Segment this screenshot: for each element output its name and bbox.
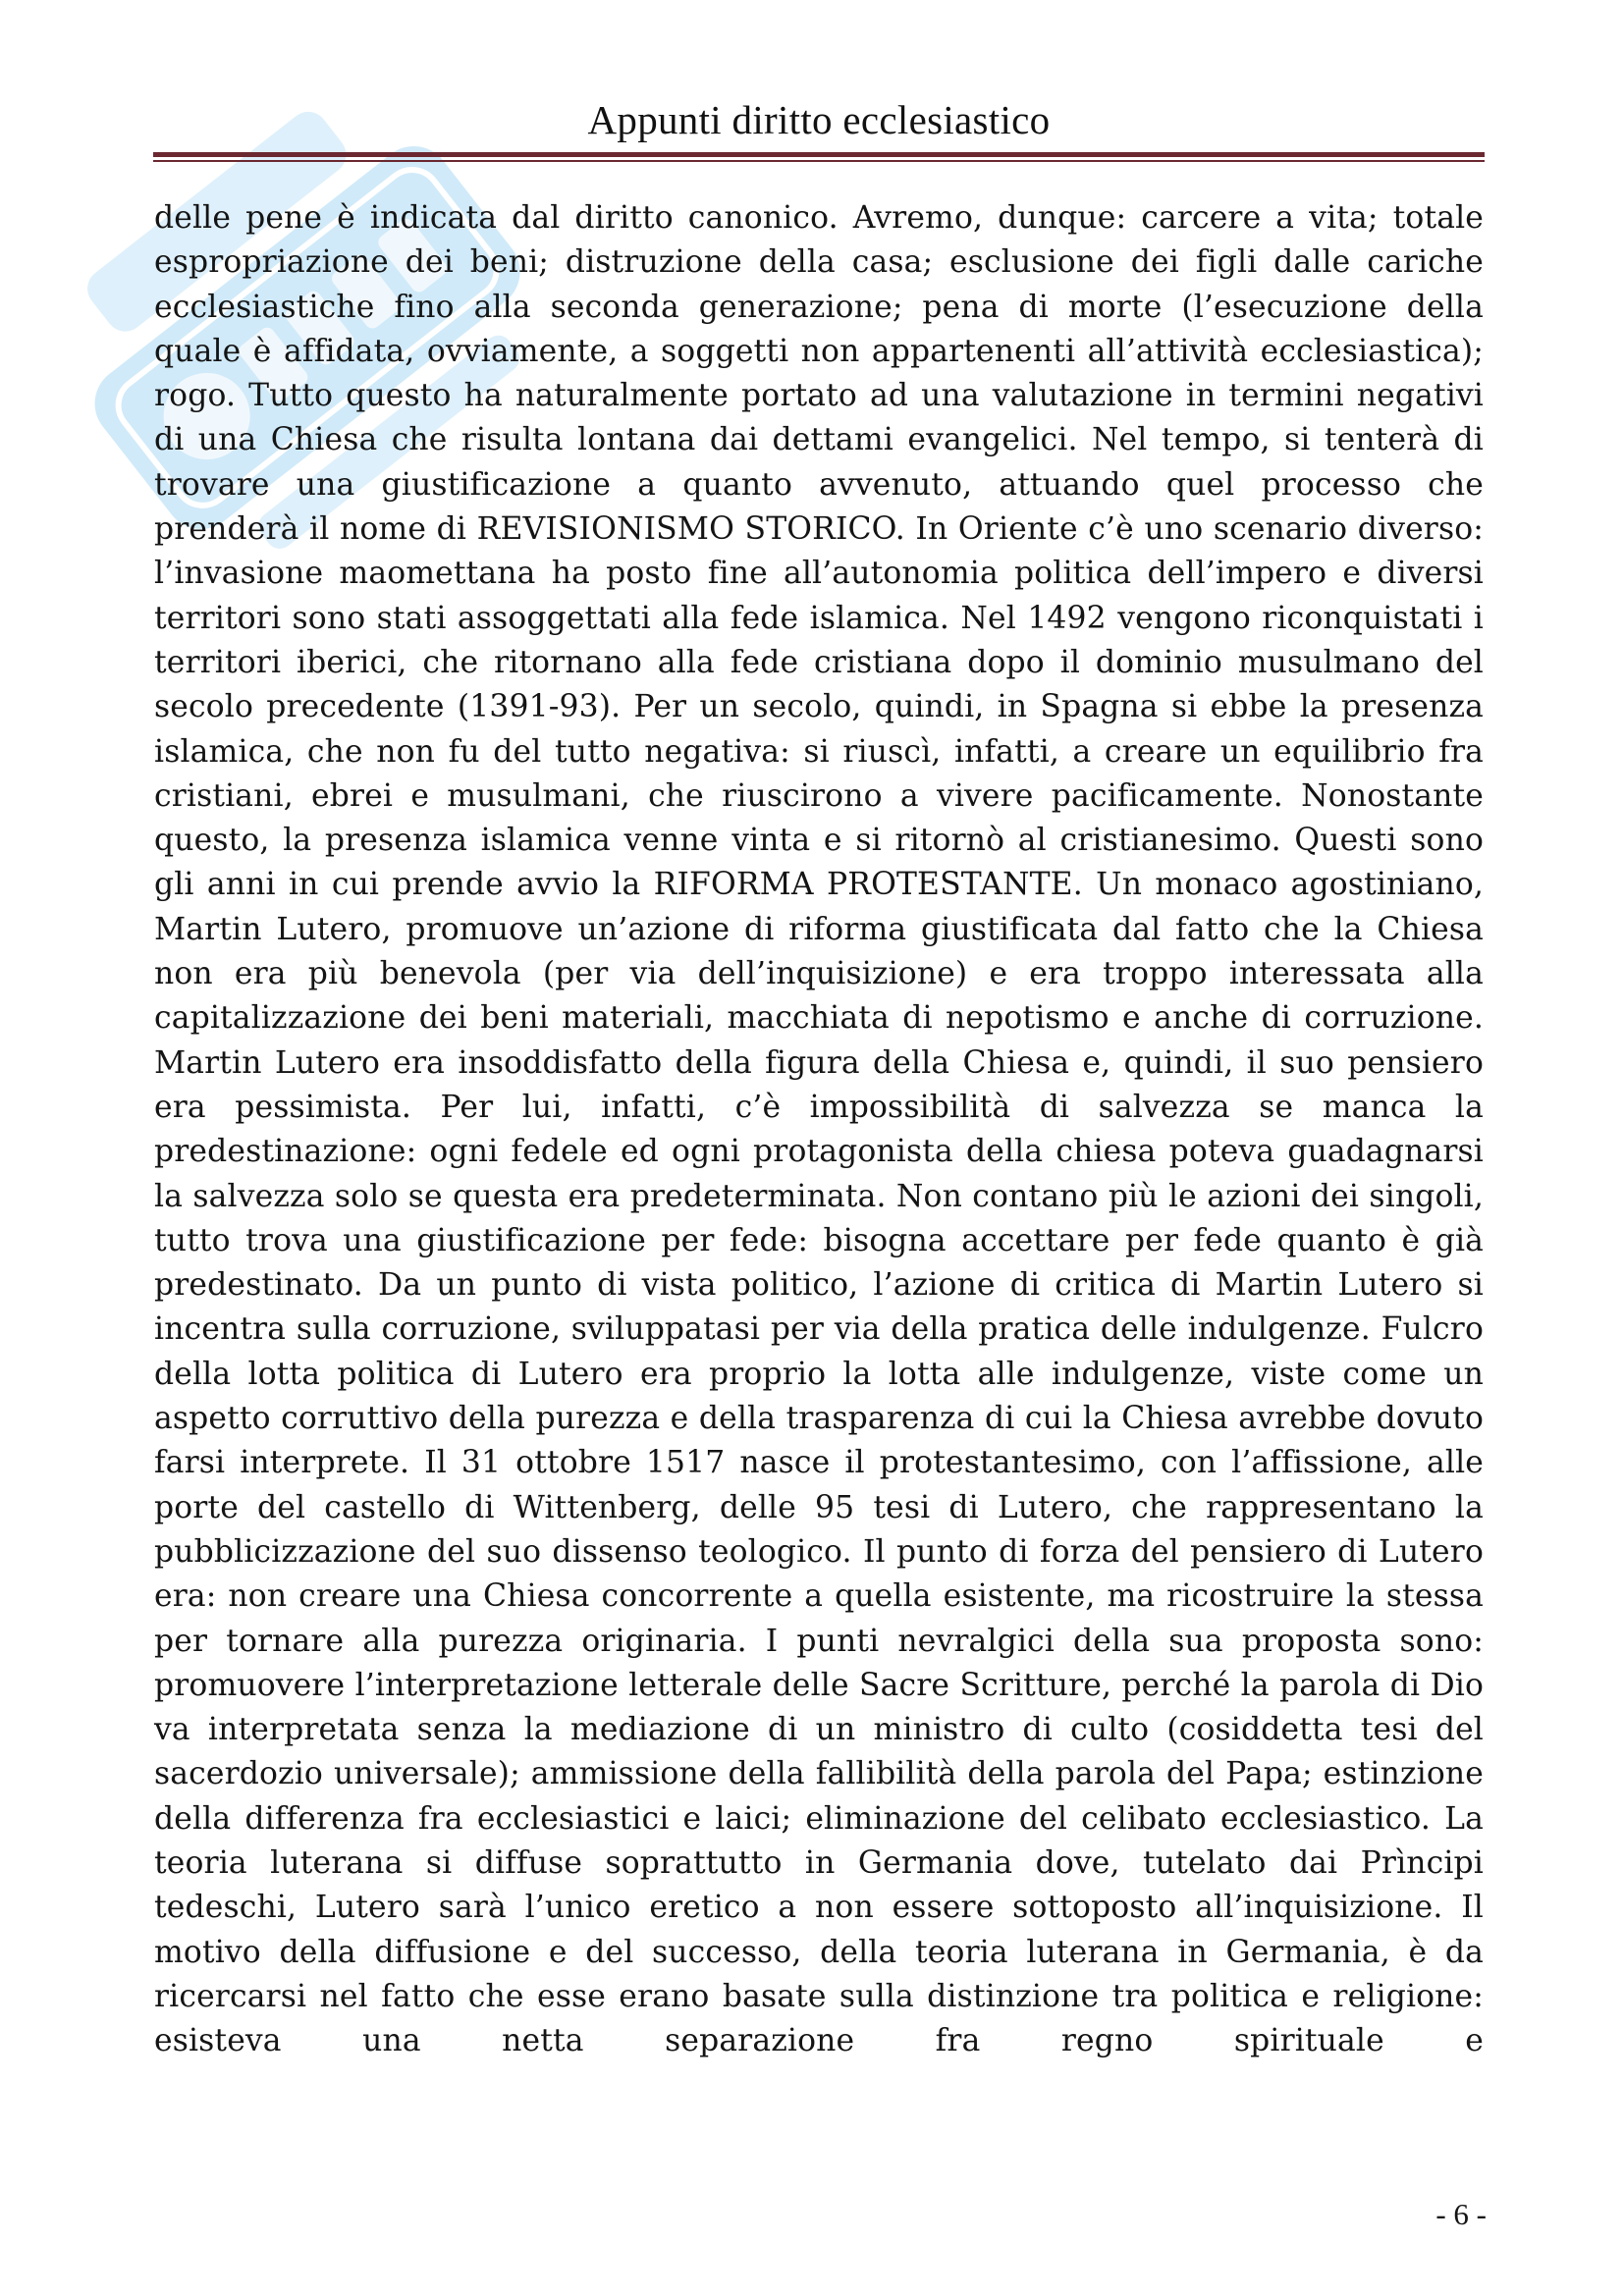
page-header-title: Appunti diritto ecclesiastico [587,97,1051,142]
page-number: - 6 - [1435,2197,1487,2231]
header-rule-thick [153,152,1485,157]
body-paragraph: delle pene è indicata dal diritto canonico. Avremo, dunque: carcere a vita; totale espropriazione dei beni; distruzione della casa; esclusione dei figli dalle cariche ecclesiastiche fino alla seconda generazione; pena di morte (l’esecuzione della quale è affidata, ovviamente, a soggetti non appartenenti all’attività ecclesiastica); rogo. Tutto questo ha naturalmente portato ad una valutazione in termini negativi di una Chiesa che risulta lontana dai dettami evangelici. Nel tempo, si tenterà di trovare una giustificazione a quanto avvenuto, attuando quel processo che prenderà il nome di REVISIONISMO STORICO. In Oriente c’è uno scenario diverso: l’invasione maomettana ha posto fine all’autonomia politica dell’impero e diversi territori sono stati assoggettati alla fede islamica. Nel 1492 vengono riconquistati i territori iberici, che ritornano alla fede cristiana dopo il dominio musulmano del secolo precedente (1391-93). Per un secolo, quindi, in Spagna si ebbe la presenza islamica, che non fu del tutto negativa: si riuscì, infatti, a creare un equilibrio fra cristiani, ebrei e musulmani, che riuscirono a vivere pacificamente. Nonostante questo, la presenza islamica venne vinta e si ritornò al cristianesimo. Questi sono gli anni in cui prende avvio la RIFORMA PROTESTANTE. Un monaco agostiniano, Martin Lutero, promuove un’azione di riforma giustificata dal fatto che la Chiesa non era più benevola (per via dell’inquisizione) e era troppo interessata alla capitalizzazione dei beni materiali, macchiata di nepotismo e anche di corruzione. Martin Lutero era insoddisfatto della figura della Chiesa e, quindi, il suo pensiero era pessimista. Per lui, infatti, c’è impossibilità di salvezza se manca la predestinazione: ogni fedele ed ogni protagonista della chiesa poteva guadagnarsi la salvezza solo se questa era predeterminata. Non contano più le azioni dei singoli, tutto trova una giustificazione per fede: bisogna accettare per fede quanto è già predestinato. Da un punto di vista politico, l’azione di critica di Martin Lutero si incentra sulla corruzione, sviluppatasi per via della pratica delle indulgenze. Fulcro della lotta politica di Lutero era proprio la lotta alle indulgenze, viste come un aspetto corruttivo della purezza e della trasparenza di cui la Chiesa avrebbe dovuto farsi interprete. Il 31 ottobre 1517 nasce il protestantesimo, con l’affissione, alle porte del castello di Wittenberg, delle 95 tesi di Lutero, che rappresentano la pubblicizzazione del suo dissenso teologico. Il punto di forza del pensiero di Lutero era: non creare una Chiesa concorrente a quella esistente, ma ricostruire la stessa per tornare alla purezza originaria. I punti nevralgici della sua proposta sono: promuovere l’interpretazione letterale delle Sacre Scritture, perché la parola di Dio va interpretata senza la mediazione di un ministro di culto (cosiddetta tesi del sacerdozio universale); ammissione della fallibilità della parola del Papa; estinzione della differenza fra ecclesiastici e laici; eliminazione del celibato ecclesiastico. La teoria luterana si diffuse soprattutto in Germania dove, tutelato dai Prìncipi tedeschi, Lutero sarà l’unico eretico a non essere sottoposto all’inquisizione. Il motivo della diffusione e del successo, della teoria luterana in Germania, è da ricercarsi nel fatto che esse erano basate sulla distinzione tra politica e religione: esisteva una netta separazione fra regno spirituale e [154,200,1484,2059]
header-rule-thin [153,160,1485,162]
